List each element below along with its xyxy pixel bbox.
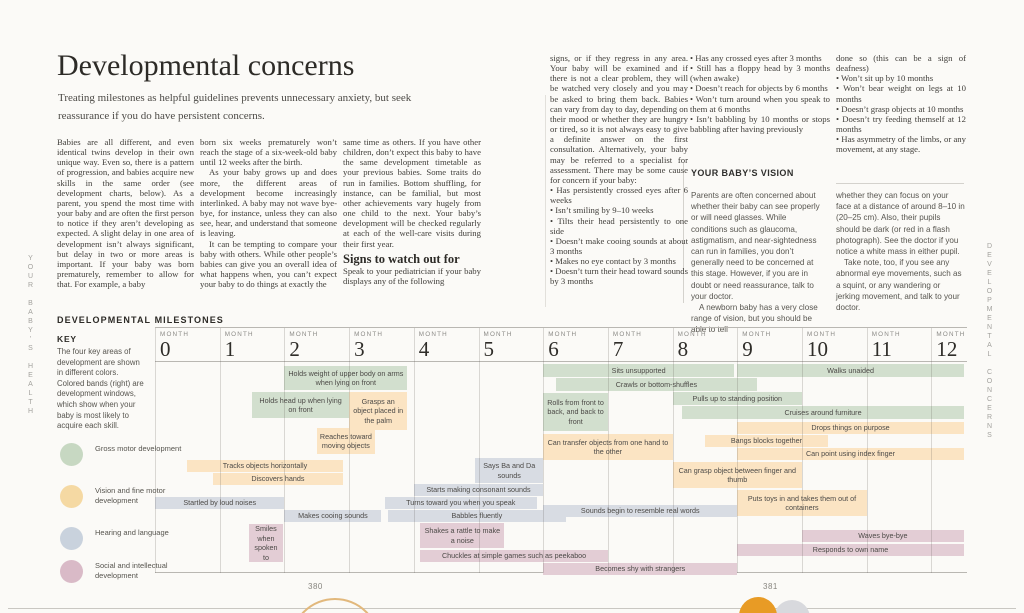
key-title: KEY [57,334,77,344]
milestones-heading: DEVELOPMENTAL MILESTONES [57,315,224,325]
month-header-4 [414,331,448,360]
vision-box-column-2 [836,190,965,313]
article-column-1 [57,137,194,289]
decor-circle-outline [290,598,380,613]
key-item-label: Vision and fine motor development [95,486,166,505]
month-number: 3 [354,337,365,361]
month-label: MONTH [483,331,513,338]
month-number: 4 [418,337,430,361]
milestone-band-hearing: Turns toward you when you speak [385,497,537,509]
month-number: 11 [871,337,892,361]
right-edge-label: DEVELOPMENTAL CONCERNS [986,243,993,441]
bullet-item: • Tilts their head persistently to one side [550,215,688,236]
page-subtitle: Treating milestones as helpful guidelines prevents unnecessary anxiety, but seek reassurance if you do have persistent concerns. [58,92,412,122]
paragraph: whether they can focus on your face at a distance of around 8–10 in (20–25 cm). Also, their pupils should be dark (or red in a flash photograph). See the doctor if you notice a white mass in either pupil. [836,191,965,257]
milestone-band-vision: Reaches toward moving objects [317,428,375,454]
paragraph: signs, or if they regress in any area. Your baby will be examined and if there is not a clear problem, they will be watched very closely and you may be asked to bring them back. Babies can vary from day to day, depending on their mood or whether they are hungry or tired, so it is not always easy to give a definite answer on the first consultation. Alternatively, your baby may be referred to a specialist for assessment. There may be some cause for concern if your baby: [550,53,688,185]
milestone-band-hearing: Sounds begin to resemble real words [543,505,737,517]
milestone-band-gross: Holds weight of upper body on arms when lying on front [284,366,407,390]
month-number: 9 [742,337,753,361]
month-header-1 [220,331,254,360]
key-color-swatch [60,485,83,508]
milestones-chart [155,327,967,573]
month-number: 1 [224,337,236,361]
month-header-11 [867,331,901,360]
bullet-item: • Won’t bear weight on legs at 10 months [836,83,966,104]
milestone-band-vision: Grasps an object placed in the palm [349,392,407,430]
article-column-3 [343,137,481,286]
milestone-band-social: Smiles when spoken to [249,524,283,562]
article-column-5 [690,53,830,134]
month-header-2 [284,331,318,360]
month-label: MONTH [160,331,190,338]
month-label: MONTH [418,331,448,338]
decor-circle-orange [739,597,777,613]
key-color-swatch [60,560,83,583]
key-description: The four key areas of development are shown in different colors. Colored bands (right) are development windows, which show when your baby is most likely to acquire each skill. [57,347,144,431]
milestone-band-vision: Drops things on purpose [737,422,963,434]
bullet-item: • Won’t sit up by 10 months [836,73,934,84]
month-label: MONTH [354,331,384,338]
milestone-band-social: Becomes shy with strangers [543,563,737,575]
milestone-band-gross: Rolls from front to back, and back to front [543,393,608,431]
month-label: MONTH [612,331,642,338]
gutter-rule [545,95,546,307]
bullet-item: • Doesn’t grasp objects at 10 months [836,103,964,114]
month-header-5 [479,331,513,360]
paragraph: Take note, too, if you see any abnormal eye movements, such as a squint, or any wandering or jerking movement, and talk to your doctor. [836,258,962,313]
month-header-12 [931,331,965,360]
bullet-item: • Has any crossed eyes after 3 months [690,53,822,63]
milestone-band-gross: Pulls up to standing position [673,392,802,405]
month-number: 7 [612,337,624,361]
milestone-band-gross: Cruises around furniture [682,406,963,419]
band-layer [155,362,967,573]
month-label: MONTH [289,331,319,338]
paragraph: It can be tempting to compare your baby with others. While other people’s babies can give you an overall idea of what happens when, you can’t expect your baby to do things at exactly the [200,238,337,290]
bullet-item: • Doesn’t reach for objects by 6 months [690,83,828,94]
milestone-band-hearing: Says Ba and Da sounds [475,458,543,483]
month-number: 12 [936,337,958,361]
vision-box-rule-horizontal [836,183,964,184]
milestone-band-gross: Sits unsupported [543,364,734,377]
milestone-band-vision: Can grasp object between finger and thumb [673,462,802,488]
month-header-3 [349,331,383,360]
bullet-item: • Doesn’t try feeding themself at 12 months [836,113,966,135]
paragraph: done so (this can be a sign of deafness) [836,53,966,74]
milestone-band-hearing: Startled by loud noises [155,497,284,509]
footer-rule [8,608,1016,609]
decor-circle-gray [774,600,810,613]
milestone-band-hearing: Makes cooing sounds [284,510,381,522]
month-header-7 [608,331,642,360]
milestone-band-vision: Tracks objects horizontally [187,460,342,472]
milestone-band-vision: Can transfer objects from one hand to the other [543,434,672,460]
article-column-6 [836,53,966,155]
milestone-band-social: Waves bye-bye [802,530,964,542]
milestone-band-social: Chuckles at simple games such as peekaboo [420,550,608,562]
bullet-item: • Isn’t babbling by 10 months or stops babbling after having previously [690,113,830,135]
article-column-4 [550,53,688,287]
month-label: MONTH [677,331,707,338]
month-number: 8 [677,337,689,361]
vision-box-column-1 [691,190,824,336]
paragraph: same time as others. If you have other children, don’t expect this baby to have the same development timetable as your previous babies. Some traits do run in families. Bottom shuffling, for instance, can be familial, but most other achievements vary hugely from one child to the next. Your baby’s development will be checked regularly at each of the well-care visits during their first year. [343,137,481,249]
milestone-band-vision: Bangs blocks together [705,435,828,447]
month-header-8 [673,331,707,360]
bullet-item: • Won’t turn around when you speak to them at 6 months [690,93,830,114]
month-number: 6 [548,337,559,361]
milestone-band-hearing: Babbles fluently [388,510,566,522]
milestone-band-gross: Walks unaided [737,364,963,377]
month-number: 2 [289,337,300,361]
key-color-swatch [60,443,83,466]
bullet-item: • Isn’t smiling by 9–10 weeks [550,205,654,216]
month-label: MONTH [548,331,578,338]
milestone-band-social: Responds to own name [737,544,963,556]
article-column-2 [200,137,337,289]
bullet-item: • Still has a floppy head by 3 months (when awake) [690,63,830,84]
bullet-item: • Has persistently crossed eyes after 6 weeks [550,185,688,206]
key-item-label: Gross motor development [95,444,182,453]
page-number-left: 380 [308,582,323,591]
month-label: MONTH [807,331,837,338]
bullet-item: • Doesn’t turn their head toward sounds by 3 months [550,266,688,287]
signs-heading: Signs to watch out for [343,251,460,266]
month-label: MONTH [871,331,901,338]
paragraph: Parents are often concerned about whether their baby can see properly or will need glasses. While conditions such as glaucoma, astigmatism, and near-sightedness can run in families, you don’t generally need to be concerned at this stage. However, if you are in doubt or need reassurance, talk to your doctor. [691,191,820,301]
milestone-band-vision: Puts toys in and takes them out of containers [737,490,866,516]
month-number: 0 [160,337,171,361]
paragraph: born six weeks prematurely won’t reach the stage of a six-week-old baby until 12 weeks after the birth. [200,137,337,168]
vision-box-heading: YOUR BABY’S VISION [691,168,794,178]
month-label: MONTH [742,331,772,338]
month-header-6 [543,331,577,360]
key-item-label: Hearing and language [95,528,169,537]
bullet-item: • Doesn’t make cooing sounds at about 3 months [550,235,688,256]
month-header-0 [155,331,189,360]
milestone-band-hearing: Starts making consonant sounds [414,484,543,496]
month-label: MONTH [224,331,254,338]
month-header-10 [802,331,836,360]
bullet-item: • Makes no eye contact by 3 months [550,256,676,267]
page-number-right: 381 [763,582,778,591]
bullet-item: • Has asymmetry of the limbs, or any movement, at any stage. [836,134,966,155]
month-number: 5 [483,337,494,361]
key-color-swatch [60,527,83,550]
milestone-band-vision: Can point using index finger [737,448,963,460]
month-label: MONTH [936,331,966,338]
page-title: Developmental concerns [57,49,355,82]
paragraph: Speak to your pediatrician if your baby displays any of the following [343,265,481,287]
paragraph: Babies are all different, and even identical twins develop in their own unique way. Even so, there is a pattern of progression, and babies acquire new skills in the same order (see development charts, below). As a parent, you spend the most time with your baby and are often the first person to notice if they aren’t developing as expected. A slight delay in one area of development isn’t always significant, but delay in two or more areas is important. If your baby was born prematurely, remember to allow for that. For example, a baby [57,137,194,290]
milestone-band-gross: Holds head up when lying on front [252,392,349,418]
milestone-band-social: Shakes a rattle to make a noise [420,523,504,548]
month-header-9 [737,331,771,360]
paragraph: A newborn baby has a very close range of vision, but you should be able to tell [691,303,818,335]
month-number: 10 [807,337,828,361]
paragraph: As your baby grows up and does more, the different areas of development become increasingly interlinked. A baby may not wave bye-bye, for instance, unless they can also see, hear, and understand that someone is leaving. [200,167,337,239]
key-item-label: Social and intellectual development [95,561,168,580]
milestone-band-gross: Crawls or bottom-shuffles [556,378,757,391]
left-edge-label: YOUR BABY'S HEALTH [27,255,34,417]
milestone-band-vision: Discovers hands [213,473,342,485]
